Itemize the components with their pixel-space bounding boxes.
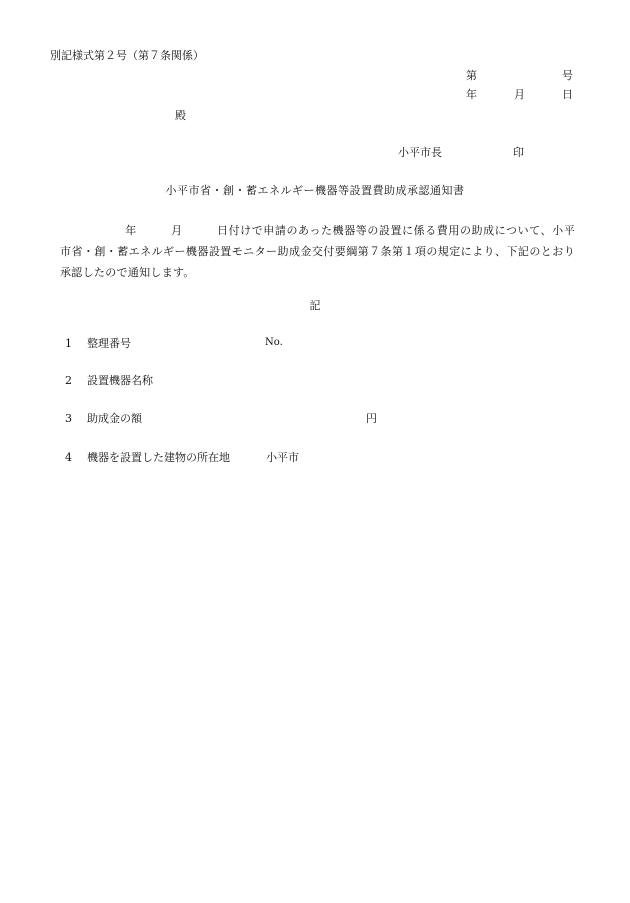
document-title: 小平市省・創・蓄エネルギー機器等設置費助成承認通知書 (165, 184, 465, 197)
item-number: 2 (65, 374, 72, 387)
subsidy-unit: 円 (366, 412, 377, 425)
item-label: 助成金の額 (87, 412, 142, 425)
serial-number-value: No. (265, 337, 283, 348)
form-label: 別記様式第２号（第７条関係） (50, 49, 204, 62)
item-label: 機器を設置した建物の所在地 (87, 451, 230, 464)
item-building-location (65, 452, 230, 463)
item-number: 3 (65, 412, 72, 425)
item-label: 整理番号 (87, 337, 131, 350)
date-month-label: 月 (514, 88, 525, 101)
item-label: 設置機器名称 (87, 374, 153, 387)
body-paragraph (60, 220, 575, 283)
date-year-label: 年 (466, 88, 477, 101)
item-serial-number (65, 338, 131, 349)
body-year-label: 年 (125, 224, 137, 237)
seal-mark: 印 (513, 146, 524, 159)
item-number: 4 (65, 451, 72, 464)
item-equipment-name (65, 375, 153, 386)
item-number: 1 (65, 337, 72, 350)
location-value: 小平市 (266, 451, 299, 464)
item-subsidy-amount (65, 413, 142, 424)
date-day-label: 日 (562, 88, 573, 101)
body-month-label: 月 (170, 224, 183, 237)
number-suffix: 号 (562, 69, 573, 82)
ki-heading: 記 (309, 299, 321, 312)
number-prefix: 第 (466, 69, 477, 82)
issuer-name: 小平市長 (398, 146, 442, 159)
body-text: 日付けで申請のあった機器等の設置に係る費用の助成について、小平市省・創・蓄エネルギー機器設置モニター助成金交付要綱第７条第１項の規定により、下記のとおり承認したので通知します。 (60, 224, 575, 279)
recipient-suffix: 殿 (175, 109, 186, 122)
